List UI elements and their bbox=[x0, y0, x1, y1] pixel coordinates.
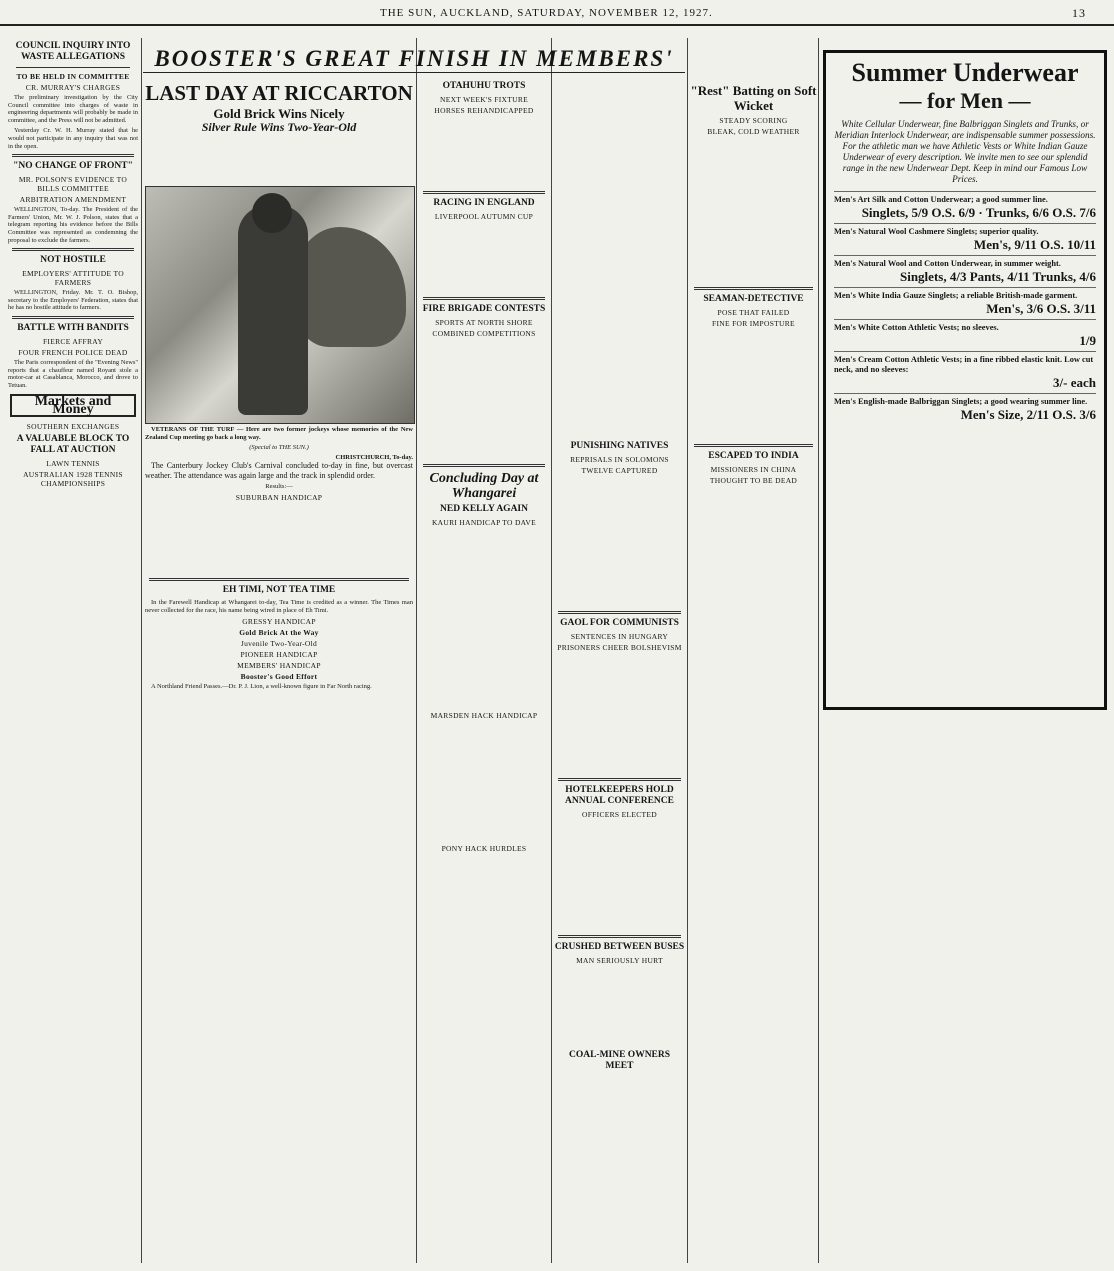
headline-seaman: SEAMAN-DETECTIVE bbox=[703, 294, 804, 304]
subhead-pioneer: PIONEER HANDICAP bbox=[240, 650, 318, 660]
headline-hostile: NOT HOSTILE bbox=[40, 255, 106, 266]
column-rule bbox=[141, 38, 142, 1263]
subhead-bleak: BLEAK, COLD WEATHER bbox=[707, 127, 800, 136]
ad-title: Summer Underwear bbox=[851, 58, 1079, 87]
subhead-drowned: THOUGHT TO BE DEAD bbox=[709, 476, 798, 485]
headline-eh-timi: EH TIMI, NOT TEA TIME bbox=[222, 584, 336, 595]
headline-fire: FIRE BRIGADE CONTESTS bbox=[422, 304, 546, 314]
subhead-steady: STEADY SCORING bbox=[719, 116, 788, 125]
headline-gaol: GAOL FOR COMMUNISTS bbox=[560, 618, 679, 628]
divider bbox=[16, 67, 130, 68]
subhead-horses: HORSES REHANDICAPPED bbox=[434, 106, 534, 115]
headline-crushed: CRUSHED BETWEEN BUSES bbox=[554, 942, 685, 952]
jockey-figure bbox=[238, 205, 308, 415]
subhead-liverpool: LIVERPOOL AUTUMN CUP bbox=[434, 212, 534, 221]
column-3 bbox=[419, 78, 549, 1263]
ad-intro: White Cellular Underwear, fine Balbriggan Singlets and Trunks, or Meridian Interlock Underwear, are indispensable summer possessions. For the athletic man we have Athletic Vests or White Indian Gauze Underwear of every description. We invite men to see our splendid range in the new Underwear Dept. Keep in mind our Famous Low Prices. bbox=[834, 119, 1096, 184]
ad-item: Men's White Cotton Athletic Vests; no sleeves. 1/9 bbox=[834, 319, 1096, 351]
column-rule bbox=[687, 38, 688, 1263]
subhead-committee: TO BE HELD IN COMMITTEE bbox=[16, 72, 130, 81]
divider bbox=[558, 611, 681, 614]
ad-item: Men's Cream Cotton Athletic Vests; in a fine ribbed elastic knit. Low cut neck, and no sleeves: 3/- each bbox=[834, 351, 1096, 393]
headline-concluding: Concluding Day at Whangarei bbox=[429, 471, 539, 501]
article-text: WELLINGTON, Friday. Mr. T. O. Bishop, secretary to the Employers' Federation, states that he has no hostile attitude to farmers. bbox=[8, 289, 138, 312]
column-rule bbox=[416, 38, 417, 1263]
column-2-body bbox=[145, 426, 413, 1263]
ad-item: Men's Natural Wool and Cotton Underwear, in summer weight. Singlets, 4/3 Pants, 4/11 Trunks, 4/6 bbox=[834, 255, 1096, 287]
divider bbox=[423, 297, 545, 300]
subhead-employers: EMPLOYERS' ATTITUDE TO FARMERS bbox=[22, 269, 124, 288]
subhead-sports: SPORTS AT NORTH SHORE bbox=[435, 318, 533, 327]
markets-heading: Markets and Money bbox=[10, 394, 136, 417]
column-5 bbox=[690, 80, 817, 710]
ad-item: Men's White India Gauze Singlets; a reliable British-made garment. Men's, 3/6 O.S. 3/11 bbox=[834, 287, 1096, 319]
headline-hotel: HOTELKEEPERS HOLD ANNUAL CONFERENCE bbox=[565, 785, 674, 806]
headline-last-day: LAST DAY AT RICCARTON bbox=[145, 81, 413, 105]
divider bbox=[423, 191, 545, 194]
headline-punishing: PUNISHING NATIVES bbox=[570, 441, 669, 451]
headline-otahuhu: OTAHUHU TROTS bbox=[442, 81, 526, 91]
page-number: 13 bbox=[1072, 6, 1086, 20]
subhead-arbitration: ARBITRATION AMENDMENT bbox=[19, 195, 127, 205]
special-credit: (Special to THE SUN.) bbox=[249, 444, 309, 452]
divider bbox=[12, 248, 134, 251]
divider bbox=[12, 154, 134, 157]
subhead-injured: MAN SERIOUSLY HURT bbox=[576, 956, 663, 965]
headline-racing: RACING IN ENGLAND bbox=[433, 198, 535, 208]
article-text: The Paris correspondent of the "Evening News" reports that a chauffeur named Royant stole a motor-car at Casablanca, Morocco, and drove to Tetuan. bbox=[8, 358, 138, 389]
subhead-southern: SOUTHERN EXCHANGES bbox=[26, 422, 120, 432]
subhead-next: NEXT WEEK'S FIXTURE bbox=[439, 95, 529, 104]
subhead-gold-way: Gold Brick At the Way bbox=[239, 628, 319, 638]
ad-item: Men's Art Silk and Cotton Underwear; a good summer line. Singlets, 5/9 O.S. 6/9 · Trunks, 6/6 O.S. 7/6 bbox=[834, 191, 1096, 223]
horse-figure bbox=[296, 227, 406, 347]
banner-headline: BOOSTER'S GREAT FINISH IN MEMBERS' bbox=[154, 46, 674, 71]
headline-council: COUNCIL INQUIRY INTO WASTE ALLEGATIONS bbox=[15, 41, 131, 62]
subhead-sentences: SENTENCES IN HUNGARY bbox=[570, 632, 669, 641]
lead-text: The Canterbury Jockey Club's Carnival concluded to-day in fine, but overcast weather. The attendance was again large and the track in splendid order. bbox=[145, 461, 413, 480]
subhead-members: MEMBERS' HANDICAP bbox=[237, 661, 321, 671]
headline-coal: COAL-MINE OWNERS MEET bbox=[568, 1050, 671, 1071]
subhead-affray: FIERCE AFFRAY bbox=[42, 336, 104, 346]
headline-block: A VALUABLE BLOCK TO FALL AT AUCTION bbox=[16, 434, 130, 456]
divider bbox=[143, 72, 685, 73]
divider bbox=[558, 935, 681, 938]
results-block bbox=[145, 504, 413, 574]
dateline: CHRISTCHURCH, To-day. bbox=[335, 453, 413, 461]
subhead-kelly: NED KELLY AGAIN bbox=[440, 504, 528, 514]
column-rule bbox=[551, 38, 552, 1263]
divider bbox=[149, 578, 409, 581]
subhead-captured: TWELVE CAPTURED bbox=[581, 466, 658, 475]
underwear-advertisement bbox=[823, 50, 1107, 710]
headline-escaped: ESCAPED TO INDIA bbox=[708, 451, 799, 461]
divider bbox=[694, 444, 813, 447]
subhead-pose: POSE THAT FAILED bbox=[717, 308, 790, 317]
subhead-suburban: SUBURBAN HANDICAP bbox=[235, 492, 323, 502]
subhead-gressy: GRESSY HANDICAP bbox=[242, 617, 316, 627]
subhead-silver-rule: Silver Rule Wins Two-Year-Old bbox=[201, 120, 357, 134]
headline-rest: "Rest" Batting on Soft Wicket bbox=[690, 83, 817, 113]
ad-item: Men's Natural Wool Cashmere Singlets; superior quality. Men's, 9/11 O.S. 10/11 bbox=[834, 223, 1096, 255]
subhead-lawn: LAWN TENNIS bbox=[46, 459, 100, 469]
divider bbox=[12, 316, 134, 319]
subhead-prisoners: PRISONERS CHEER BOLSHEVISM bbox=[557, 643, 682, 652]
headline-front: "NO CHANGE OF FRONT" bbox=[13, 161, 133, 172]
divider bbox=[694, 287, 813, 290]
subhead-marsden: MARSDEN HACK HANDICAP bbox=[430, 711, 538, 720]
masthead-title: THE SUN, AUCKLAND, SATURDAY, NOVEMBER 12, 1927. bbox=[380, 7, 713, 19]
article-text: A Northland Friend Passes.—Dr. P. J. Lion, a well-known figure in Far North racing. bbox=[151, 683, 372, 691]
subhead-polson: MR. POLSON'S EVIDENCE TO BILLS COMMITTEE bbox=[18, 175, 128, 194]
subhead-hurdles: PONY HACK HURDLES bbox=[441, 844, 527, 853]
subhead-gold-brick: Gold Brick Wins Nicely bbox=[213, 106, 345, 121]
photo-veterans bbox=[145, 186, 415, 424]
photo-caption: VETERANS OF THE TURF — Here are two former jockeys whose memories of the New Zealand Cup meeting go back a long way. bbox=[145, 426, 413, 441]
divider bbox=[423, 464, 545, 467]
subhead-booster: Booster's Good Effort bbox=[240, 672, 318, 682]
article-text: WELLINGTON, To-day. The President of the Farmers' Union, Mr. W. J. Polson, states that a telegram reporting his evidence before the Bills Committee was represented as condemning the proposal to exclude the farmers. bbox=[8, 206, 138, 244]
subhead-missionaries: MISSIONERS IN CHINA bbox=[710, 465, 797, 474]
subhead-twoyear: Juvenile Two-Year-Old bbox=[240, 639, 318, 649]
ad-subtitle: — for Men — bbox=[899, 88, 1031, 113]
masthead bbox=[0, 4, 1114, 26]
column-rule bbox=[818, 38, 819, 1263]
divider bbox=[558, 778, 681, 781]
subhead-murray: CR. MURRAY'S CHARGES bbox=[25, 83, 121, 92]
ad-item: Men's English-made Balbriggan Singlets; a good wearing summer line. Men's Size, 2/11 O.S. 3/6 bbox=[834, 393, 1096, 425]
subhead-reprisals: REPRISALS IN SOLOMONS bbox=[570, 455, 669, 464]
subhead-fine: FINE FOR IMPOSTURE bbox=[712, 319, 795, 328]
headline-bandits: BATTLE WITH BANDITS bbox=[17, 322, 129, 333]
article-text: The preliminary investigation by the City Council committee into charges of waste in engineering departments will probably be made in committee, and the Press will not be admitted. bbox=[8, 94, 138, 124]
column-1 bbox=[8, 38, 138, 1263]
article-text: Yesterday Cr. W. H. Murray stated that he would not participate in any inquiry that was not in the open. bbox=[8, 127, 138, 150]
subhead-kauri: KAURI HANDICAP TO DAVE bbox=[431, 518, 537, 527]
subhead-aust: AUSTRALIAN 1928 TENNIS CHAMPIONSHIPS bbox=[23, 470, 123, 489]
subhead-french: FOUR FRENCH POLICE DEAD bbox=[18, 347, 128, 357]
jockey-head bbox=[252, 193, 292, 233]
results-label: Results:— bbox=[265, 483, 293, 491]
article-text: In the Farewell Handicap at Whangarei to-day, Tea Time is credited as a winner. The Times man never collected for the race, his name being wired in place of Eh Timi. bbox=[145, 598, 413, 614]
subhead-officers: OFFICERS ELECTED bbox=[581, 810, 657, 819]
subhead-combined: COMBINED COMPETITIONS bbox=[432, 329, 536, 338]
column-4 bbox=[554, 78, 685, 1263]
